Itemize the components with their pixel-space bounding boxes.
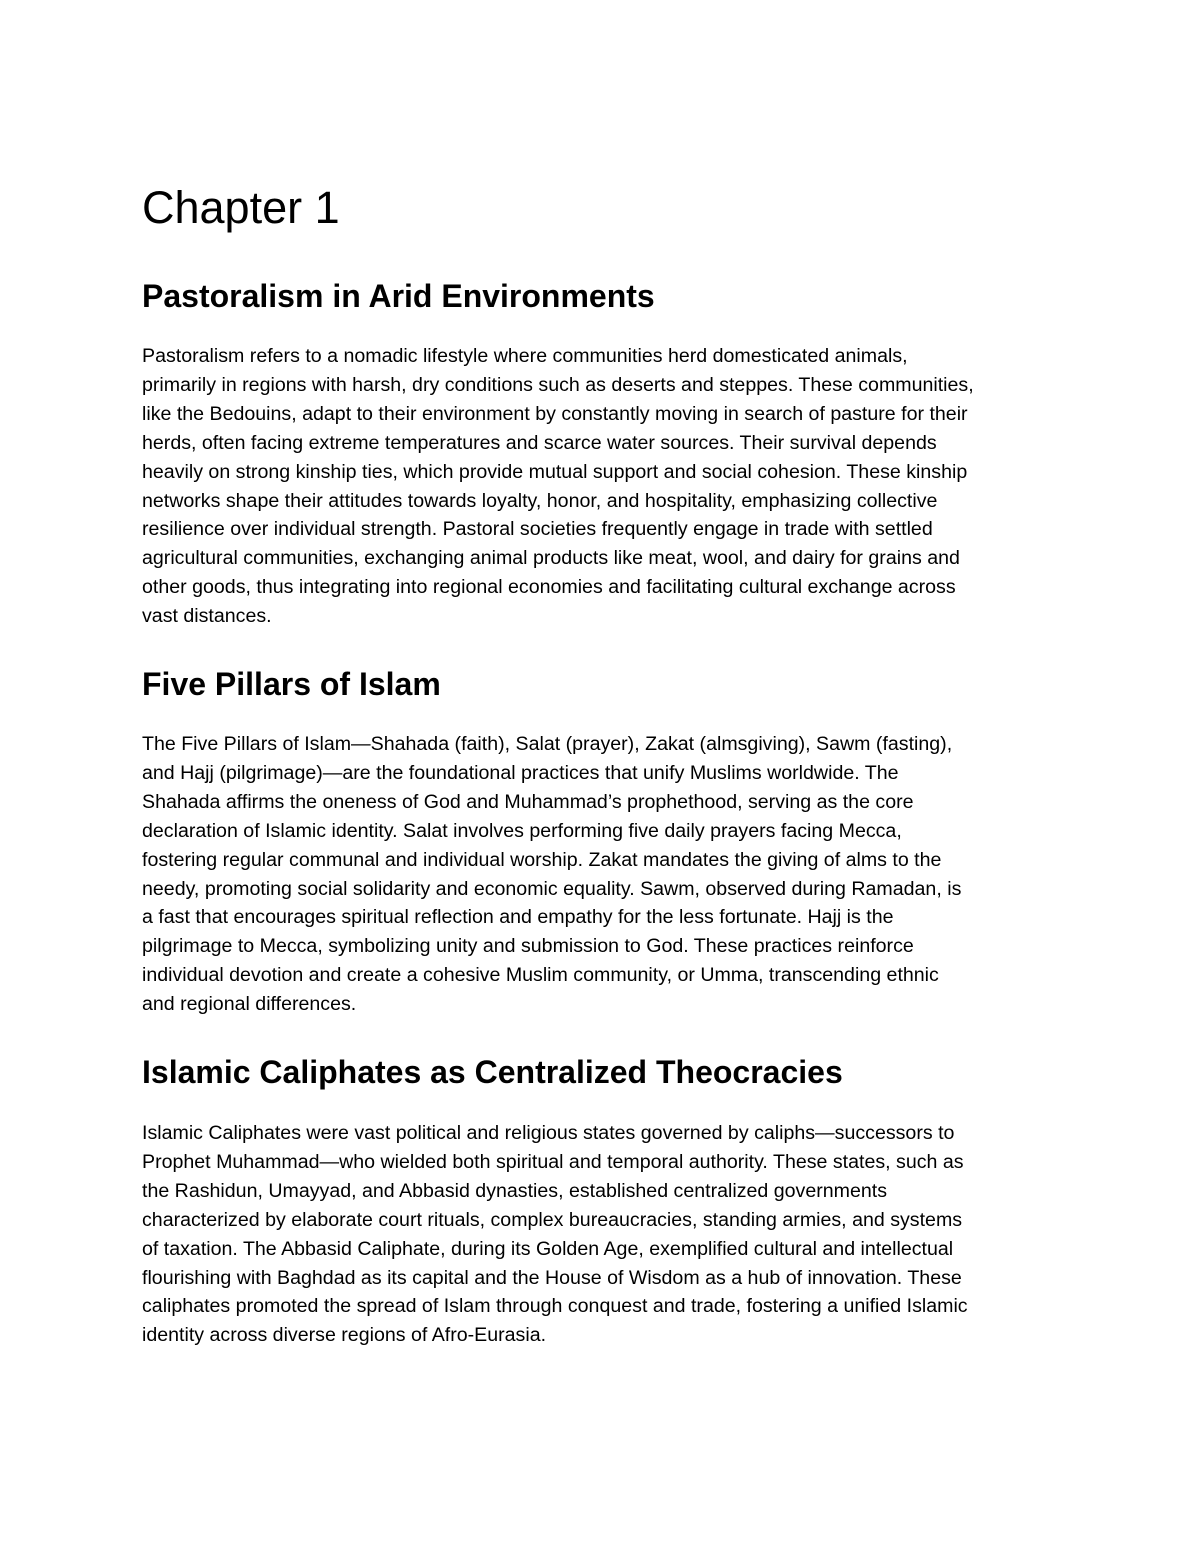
body-line: declaration of Islamic identity. Salat involves performing five daily prayers facing Mecca,: [142, 819, 902, 842]
body-line: Islamic Caliphates were vast political and religious states governed by caliphs—successors to: [142, 1122, 955, 1144]
body-line: individual devotion and create a cohesive Muslim community, or Umma, transcending ethnic: [142, 964, 939, 987]
section-heading-five-pillars: Five Pillars of Islam: [142, 666, 441, 702]
body-line: primarily in regions with harsh, dry conditions such as deserts and steppes. These communities,: [142, 373, 974, 396]
body-line: a fast that encourages spiritual reflection and empathy for the less fortunate. Hajj is the: [142, 906, 894, 929]
body-line: herds, often facing extreme temperatures and scarce water sources. Their survival depends: [142, 431, 937, 454]
body-line: caliphates promoted the spread of Islam through conquest and trade, fostering a unified Islamic: [142, 1295, 968, 1318]
body-line: the Rashidun, Umayyad, and Abbasid dynasties, established centralized governments: [142, 1179, 888, 1202]
body-line: heavily on strong kinship ties, which provide mutual support and social cohesion. These kinship: [142, 460, 968, 483]
body-line: like the Bedouins, adapt to their environment by constantly moving in search of pasture for their: [142, 402, 968, 425]
body-line: Pastoralism refers to a nomadic lifestyle where communities herd domesticated animals,: [142, 345, 908, 367]
body-line: and Hajj (pilgrimage)—are the foundational practices that unify Muslims worldwide. The: [142, 761, 899, 784]
body-line: The Five Pillars of Islam—Shahada (faith), Salat (prayer), Zakat (almsgiving), Sawm (fasting),: [142, 733, 953, 755]
section-heading-pastoralism: Pastoralism in Arid Environments: [142, 278, 655, 314]
body-line: resilience over individual strength. Pastoral societies frequently engage in trade with settled: [142, 518, 933, 541]
section-body-five-pillars: [142, 730, 1062, 1019]
body-line: characterized by elaborate court rituals, complex bureaucracies, standing armies, and systems: [142, 1208, 963, 1231]
body-line: Shahada affirms the oneness of God and Muhammad’s prophethood, serving as the core: [142, 790, 914, 813]
body-line: pilgrimage to Mecca, symbolizing unity and submission to God. These practices reinforce: [142, 935, 914, 958]
section-body-caliphates: [142, 1119, 1062, 1350]
body-line: agricultural communities, exchanging animal products like meat, wool, and dairy for grains and: [142, 547, 960, 570]
body-line: flourishing with Baghdad as its capital and the House of Wisdom as a hub of innovation. These: [142, 1266, 962, 1289]
section-body-pastoralism: [142, 342, 1062, 631]
body-line: of taxation. The Abbasid Caliphate, during its Golden Age, exemplified cultural and intellectual: [142, 1237, 954, 1260]
body-line: identity across diverse regions of Afro-Eurasia.: [142, 1324, 547, 1347]
body-line: other goods, thus integrating into regional economies and facilitating cultural exchange across: [142, 576, 956, 599]
body-line: networks shape their attitudes towards loyalty, honor, and hospitality, emphasizing collective: [142, 489, 938, 512]
body-line: fostering regular communal and individual worship. Zakat mandates the giving of alms to the: [142, 848, 942, 871]
body-line: Prophet Muhammad—who wielded both spiritual and temporal authority. These states, such as: [142, 1150, 964, 1173]
body-line: needy, promoting social solidarity and economic equality. Sawm, observed during Ramadan, is: [142, 877, 962, 900]
section-heading-caliphates: Islamic Caliphates as Centralized Theocracies: [142, 1054, 843, 1090]
body-line: vast distances.: [142, 605, 272, 628]
body-line: and regional differences.: [142, 993, 357, 1016]
chapter-title: Chapter 1: [142, 182, 340, 233]
